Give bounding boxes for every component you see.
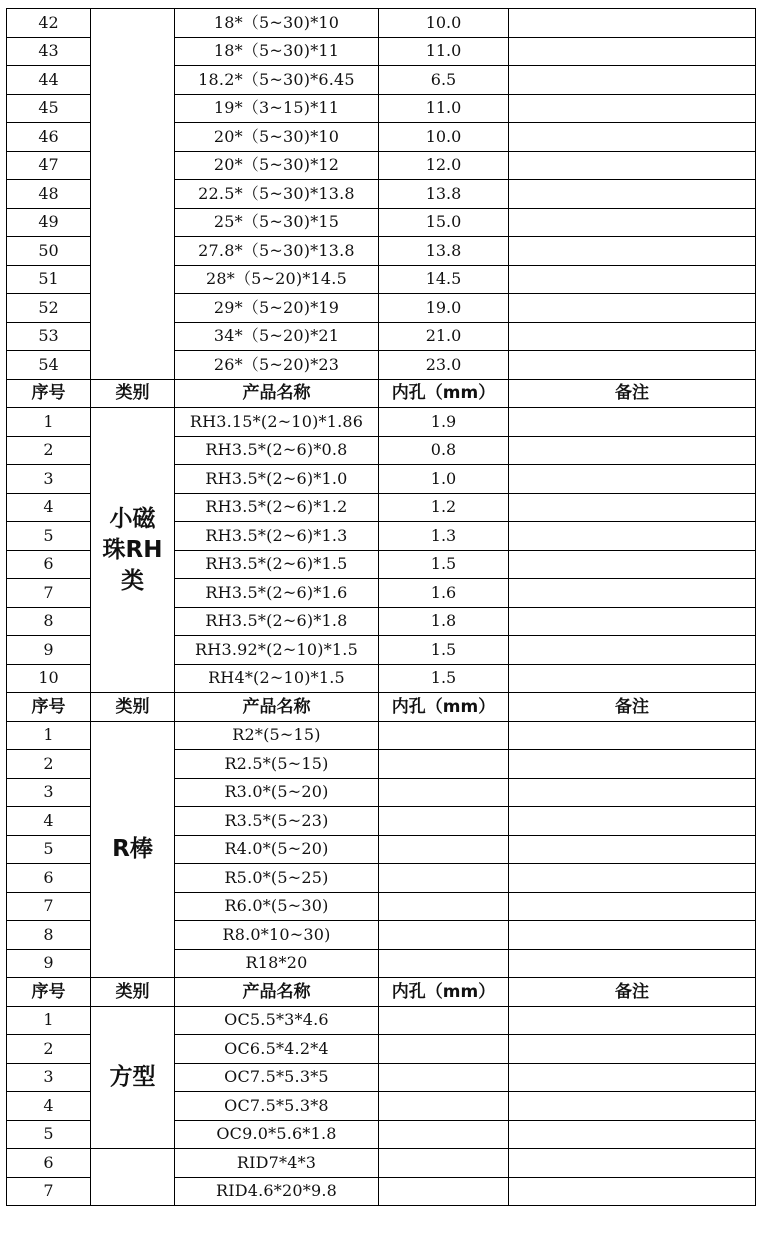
inner-hole-value: [379, 864, 509, 893]
category-cell: R棒: [91, 721, 175, 978]
inner-hole-value: 1.8: [379, 607, 509, 636]
product-name: 34*（5~20)*21: [175, 322, 379, 351]
product-name: R2.5*(5~15): [175, 750, 379, 779]
header-category: 类别: [91, 693, 175, 722]
inner-hole-value: 1.6: [379, 579, 509, 608]
row-number: 52: [7, 294, 91, 323]
row-number: 1: [7, 1006, 91, 1035]
inner-hole-value: 1.2: [379, 493, 509, 522]
inner-hole-value: 12.0: [379, 151, 509, 180]
inner-hole-value: [379, 1063, 509, 1092]
row-number: 47: [7, 151, 91, 180]
remark-cell: [509, 750, 756, 779]
product-name: 18.2*（5~30)*6.45: [175, 66, 379, 95]
product-name: RH3.5*(2~6)*0.8: [175, 436, 379, 465]
product-name: RH3.5*(2~6)*1.2: [175, 493, 379, 522]
product-name: 26*（5~20)*23: [175, 351, 379, 380]
row-number: 42: [7, 9, 91, 38]
row-number: 44: [7, 66, 91, 95]
inner-hole-value: 13.8: [379, 180, 509, 209]
product-name: 29*（5~20)*19: [175, 294, 379, 323]
inner-hole-value: 1.5: [379, 550, 509, 579]
product-name: RH3.15*(2~10)*1.86: [175, 408, 379, 437]
inner-hole-value: 10.0: [379, 9, 509, 38]
remark-cell: [509, 465, 756, 494]
header-product-name: 产品名称: [175, 379, 379, 408]
product-name: RH3.5*(2~6)*1.8: [175, 607, 379, 636]
product-name: OC7.5*5.3*5: [175, 1063, 379, 1092]
row-number: 7: [7, 892, 91, 921]
header-inner-hole: 内孔（mm）: [379, 693, 509, 722]
remark-cell: [509, 636, 756, 665]
inner-hole-value: [379, 721, 509, 750]
inner-hole-value: 23.0: [379, 351, 509, 380]
product-name: OC5.5*3*4.6: [175, 1006, 379, 1035]
header-remark: 备注: [509, 693, 756, 722]
product-name: R18*20: [175, 949, 379, 978]
inner-hole-value: [379, 1035, 509, 1064]
remark-cell: [509, 949, 756, 978]
inner-hole-value: 6.5: [379, 66, 509, 95]
inner-hole-value: 0.8: [379, 436, 509, 465]
inner-hole-value: 1.0: [379, 465, 509, 494]
remark-cell: [509, 579, 756, 608]
table-row: [7, 721, 756, 750]
row-number: 7: [7, 579, 91, 608]
remark-cell: [509, 664, 756, 693]
inner-hole-value: [379, 807, 509, 836]
product-name: 18*（5~30)*11: [175, 37, 379, 66]
remark-cell: [509, 180, 756, 209]
remark-cell: [509, 66, 756, 95]
inner-hole-value: 1.5: [379, 664, 509, 693]
remark-cell: [509, 892, 756, 921]
product-name: 25*（5~30)*15: [175, 208, 379, 237]
inner-hole-value: [379, 921, 509, 950]
table-row: [7, 408, 756, 437]
product-name: 20*（5~30)*12: [175, 151, 379, 180]
inner-hole-value: 1.9: [379, 408, 509, 437]
inner-hole-value: 10.0: [379, 123, 509, 152]
inner-hole-value: [379, 835, 509, 864]
inner-hole-value: [379, 1006, 509, 1035]
product-name: 22.5*（5~30)*13.8: [175, 180, 379, 209]
product-table: [6, 8, 756, 1206]
remark-cell: [509, 237, 756, 266]
header-product-name: 产品名称: [175, 693, 379, 722]
product-name: RID4.6*20*9.8: [175, 1177, 379, 1206]
row-number: 46: [7, 123, 91, 152]
product-name: RH3.5*(2~6)*1.3: [175, 522, 379, 551]
table-row: [7, 9, 756, 38]
header-row: [7, 379, 756, 408]
remark-cell: [509, 1063, 756, 1092]
table-row: [7, 1149, 756, 1178]
remark-cell: [509, 1006, 756, 1035]
inner-hole-value: [379, 750, 509, 779]
inner-hole-value: [379, 1149, 509, 1178]
product-name: RH3.5*(2~6)*1.0: [175, 465, 379, 494]
inner-hole-value: 1.5: [379, 636, 509, 665]
remark-cell: [509, 778, 756, 807]
remark-cell: [509, 151, 756, 180]
category-cell: [91, 1149, 175, 1206]
row-number: 10: [7, 664, 91, 693]
category-cell: 小磁珠RH类: [91, 408, 175, 693]
row-number: 6: [7, 864, 91, 893]
row-number: 3: [7, 465, 91, 494]
header-category: 类别: [91, 379, 175, 408]
remark-cell: [509, 607, 756, 636]
row-number: 8: [7, 607, 91, 636]
row-number: 3: [7, 1063, 91, 1092]
row-number: 50: [7, 237, 91, 266]
row-number: 5: [7, 835, 91, 864]
inner-hole-value: [379, 1177, 509, 1206]
row-number: 9: [7, 636, 91, 665]
product-name: 27.8*（5~30)*13.8: [175, 237, 379, 266]
header-no: 序号: [7, 379, 91, 408]
remark-cell: [509, 1120, 756, 1149]
inner-hole-value: [379, 1092, 509, 1121]
category-cell: [91, 9, 175, 380]
header-row: [7, 978, 756, 1007]
remark-cell: [509, 294, 756, 323]
remark-cell: [509, 721, 756, 750]
header-inner-hole: 内孔（mm）: [379, 379, 509, 408]
product-name: R2*(5~15): [175, 721, 379, 750]
row-number: 53: [7, 322, 91, 351]
row-number: 49: [7, 208, 91, 237]
product-name: 19*（3~15)*11: [175, 94, 379, 123]
row-number: 3: [7, 778, 91, 807]
remark-cell: [509, 522, 756, 551]
product-name: 20*（5~30)*10: [175, 123, 379, 152]
remark-cell: [509, 1092, 756, 1121]
remark-cell: [509, 550, 756, 579]
inner-hole-value: [379, 778, 509, 807]
header-category: 类别: [91, 978, 175, 1007]
remark-cell: [509, 9, 756, 38]
row-number: 9: [7, 949, 91, 978]
remark-cell: [509, 208, 756, 237]
row-number: 8: [7, 921, 91, 950]
row-number: 2: [7, 750, 91, 779]
header-product-name: 产品名称: [175, 978, 379, 1007]
inner-hole-value: 21.0: [379, 322, 509, 351]
header-remark: 备注: [509, 379, 756, 408]
remark-cell: [509, 921, 756, 950]
inner-hole-value: 19.0: [379, 294, 509, 323]
row-number: 54: [7, 351, 91, 380]
product-name: RID7*4*3: [175, 1149, 379, 1178]
row-number: 5: [7, 522, 91, 551]
remark-cell: [509, 322, 756, 351]
remark-cell: [509, 493, 756, 522]
inner-hole-value: [379, 892, 509, 921]
remark-cell: [509, 123, 756, 152]
inner-hole-value: 13.8: [379, 237, 509, 266]
remark-cell: [509, 1149, 756, 1178]
product-name: OC6.5*4.2*4: [175, 1035, 379, 1064]
remark-cell: [509, 436, 756, 465]
remark-cell: [509, 265, 756, 294]
row-number: 5: [7, 1120, 91, 1149]
header-inner-hole: 内孔（mm）: [379, 978, 509, 1007]
row-number: 6: [7, 550, 91, 579]
row-number: 4: [7, 493, 91, 522]
row-number: 45: [7, 94, 91, 123]
product-table-body: [7, 9, 756, 1206]
product-name: 18*（5~30)*10: [175, 9, 379, 38]
header-no: 序号: [7, 693, 91, 722]
row-number: 6: [7, 1149, 91, 1178]
product-name: RH3.5*(2~6)*1.6: [175, 579, 379, 608]
product-name: RH3.92*(2~10)*1.5: [175, 636, 379, 665]
product-name: R3.5*(5~23): [175, 807, 379, 836]
header-no: 序号: [7, 978, 91, 1007]
row-number: 4: [7, 807, 91, 836]
row-number: 4: [7, 1092, 91, 1121]
product-name: R8.0*10~30): [175, 921, 379, 950]
product-name: RH3.5*(2~6)*1.5: [175, 550, 379, 579]
inner-hole-value: 15.0: [379, 208, 509, 237]
remark-cell: [509, 94, 756, 123]
product-name: R6.0*(5~30): [175, 892, 379, 921]
remark-cell: [509, 835, 756, 864]
category-cell: 方型: [91, 1006, 175, 1149]
remark-cell: [509, 864, 756, 893]
row-number: 2: [7, 436, 91, 465]
table-row: [7, 1006, 756, 1035]
row-number: 43: [7, 37, 91, 66]
inner-hole-value: 11.0: [379, 37, 509, 66]
header-row: [7, 693, 756, 722]
remark-cell: [509, 408, 756, 437]
inner-hole-value: 1.3: [379, 522, 509, 551]
inner-hole-value: [379, 949, 509, 978]
product-name: OC7.5*5.3*8: [175, 1092, 379, 1121]
product-name: R4.0*(5~20): [175, 835, 379, 864]
product-name: OC9.0*5.6*1.8: [175, 1120, 379, 1149]
inner-hole-value: [379, 1120, 509, 1149]
inner-hole-value: 11.0: [379, 94, 509, 123]
remark-cell: [509, 1177, 756, 1206]
remark-cell: [509, 37, 756, 66]
row-number: 51: [7, 265, 91, 294]
header-remark: 备注: [509, 978, 756, 1007]
remark-cell: [509, 351, 756, 380]
row-number: 2: [7, 1035, 91, 1064]
product-name: RH4*(2~10)*1.5: [175, 664, 379, 693]
row-number: 1: [7, 408, 91, 437]
product-name: R3.0*(5~20): [175, 778, 379, 807]
row-number: 7: [7, 1177, 91, 1206]
product-name: R5.0*(5~25): [175, 864, 379, 893]
remark-cell: [509, 807, 756, 836]
row-number: 48: [7, 180, 91, 209]
product-name: 28*（5~20)*14.5: [175, 265, 379, 294]
remark-cell: [509, 1035, 756, 1064]
inner-hole-value: 14.5: [379, 265, 509, 294]
row-number: 1: [7, 721, 91, 750]
